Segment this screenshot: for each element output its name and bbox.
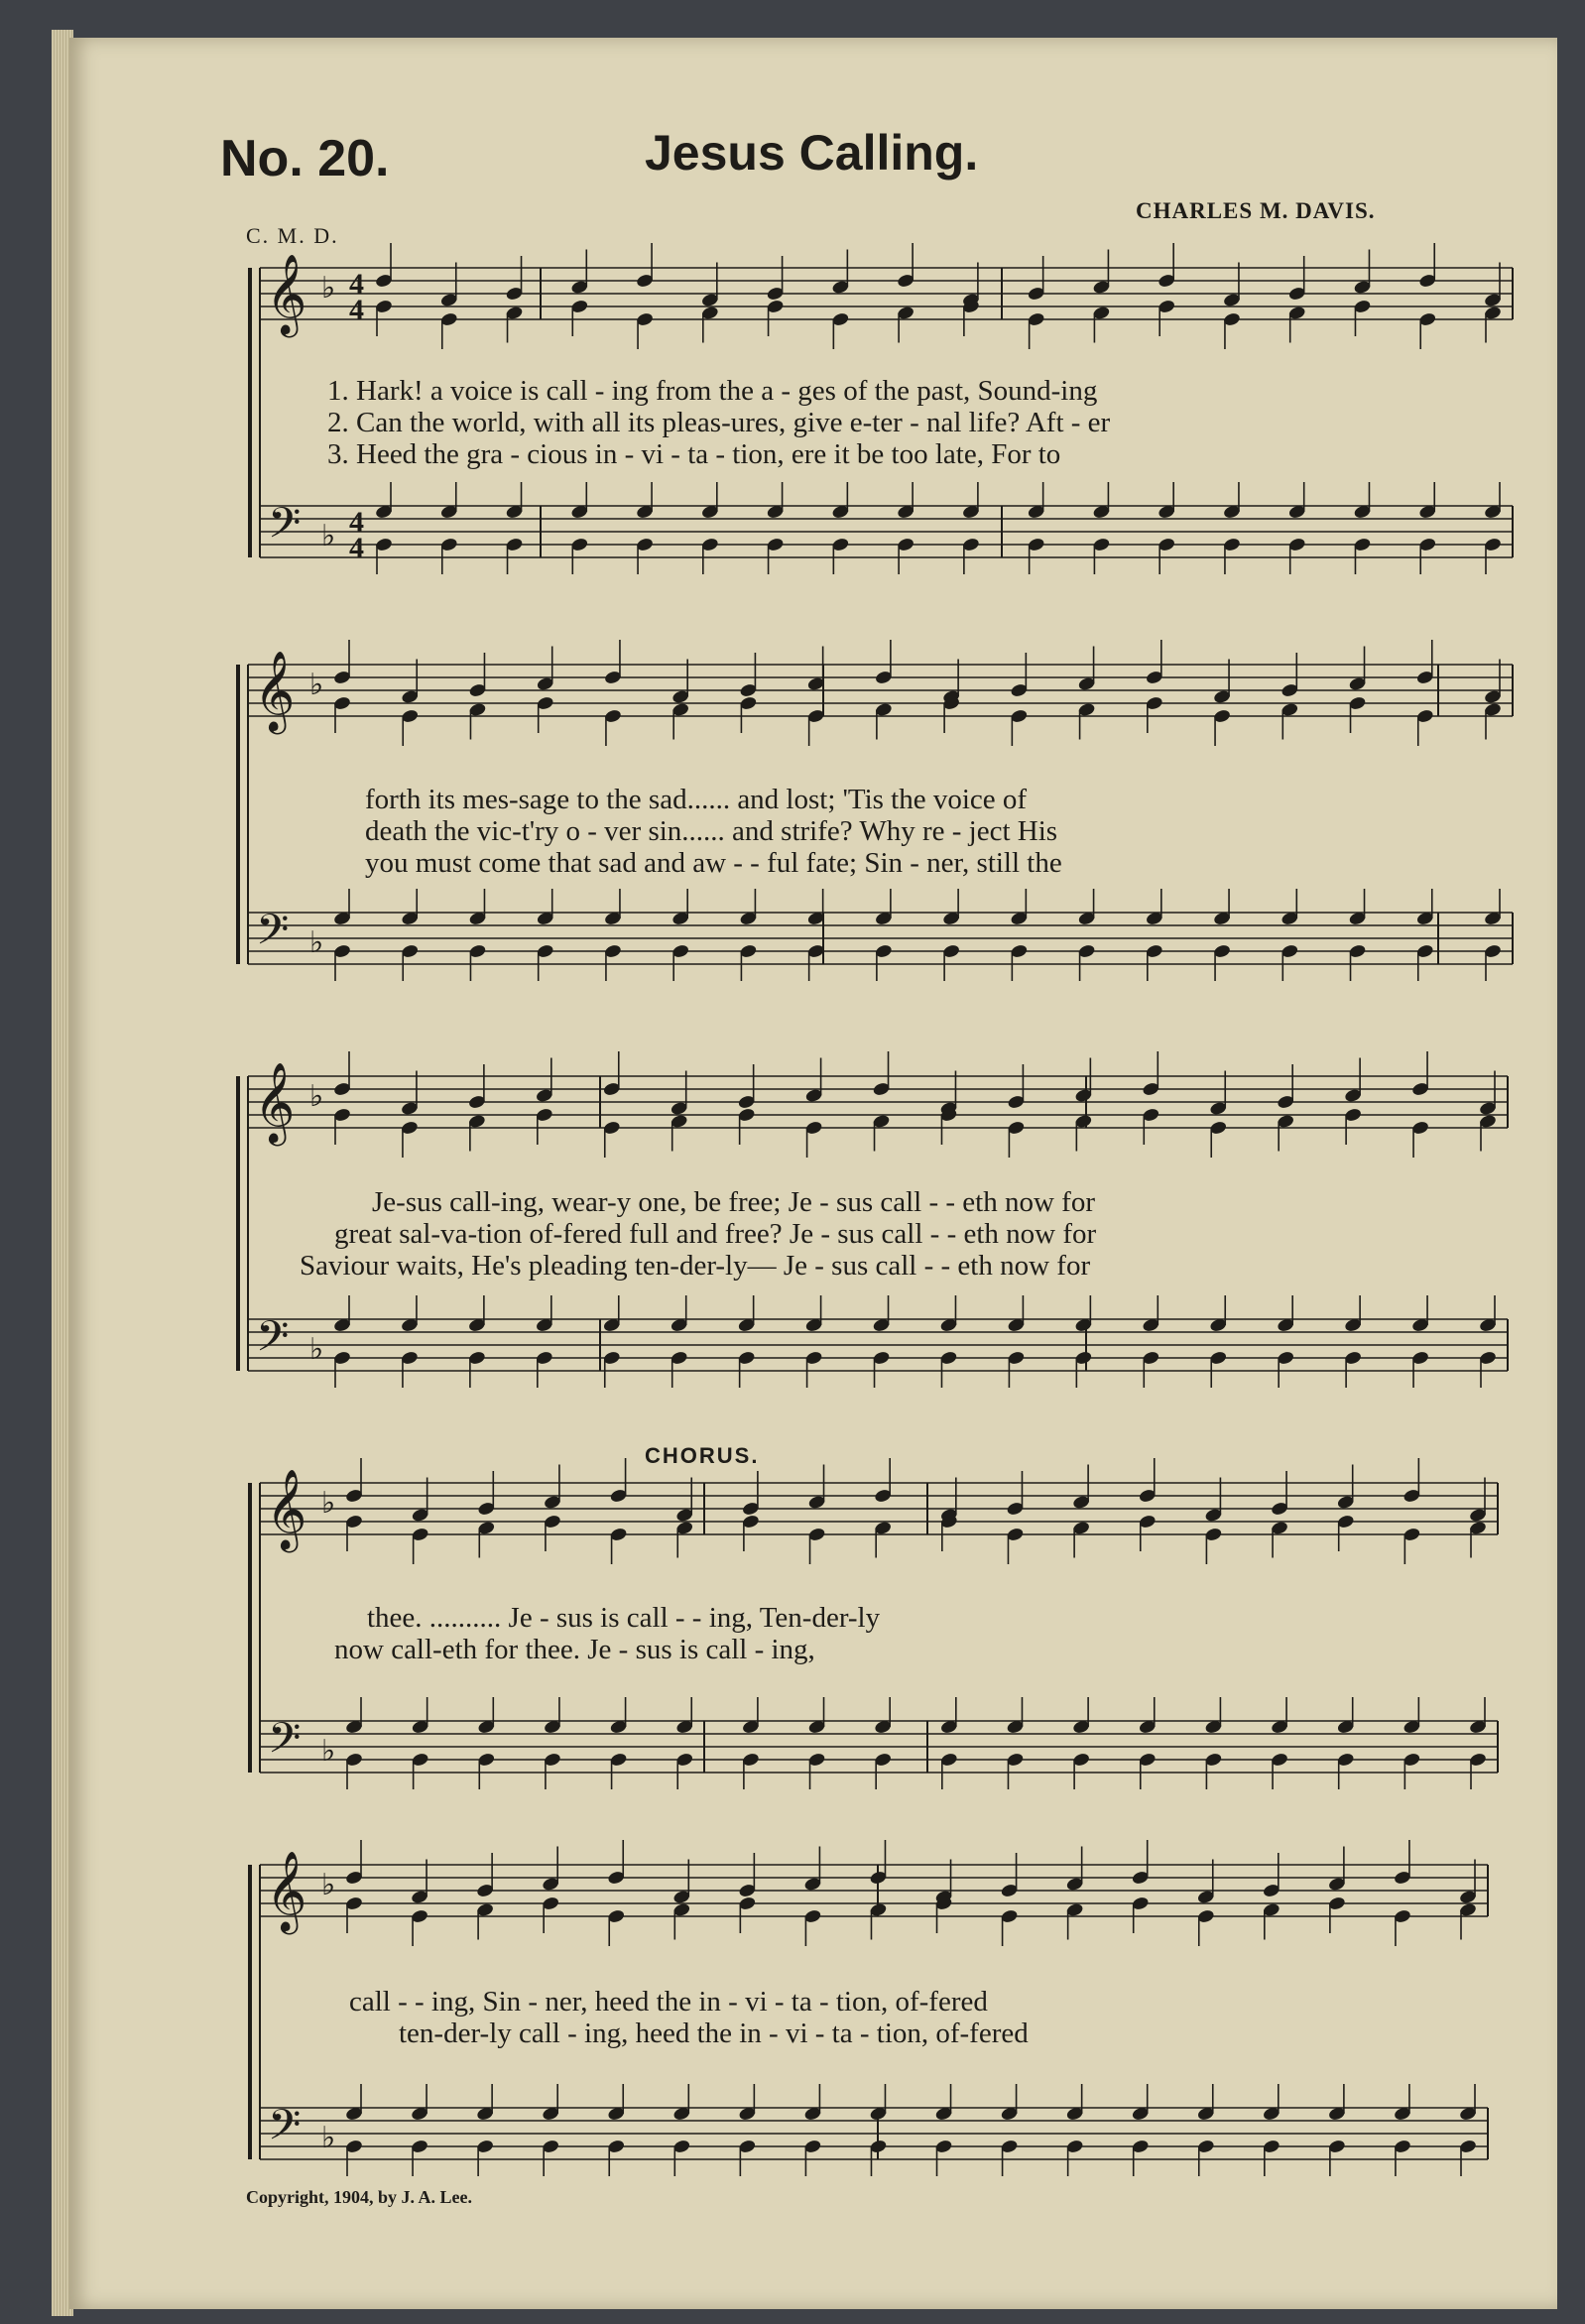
lyric-line: 2. Can the world, with all its pleas-ures, give e-ter - nal life? Aft - er <box>327 407 1111 438</box>
lyric-line: call - - ing, Sin - ner, heed the in - vi - ta - tion, of-fered <box>349 1986 988 2018</box>
bass-clef-icon: 𝄢 <box>268 1714 302 1774</box>
meter-label: C. M. D. <box>246 223 339 248</box>
lyric-line: Je-sus call-ing, wear-y one, be free; Je - sus call - - eth now for <box>372 1186 1095 1218</box>
flat-icon: ♭ <box>321 1486 336 1521</box>
bass-clef-icon: 𝄢 <box>256 1312 290 1372</box>
flat-icon: ♭ <box>321 2121 336 2155</box>
treble-clef-icon: 𝄞 <box>266 1850 307 1931</box>
lyric-line: 1. Hark! a voice is call - ing from the a - ges of the past, Sound-ing <box>327 375 1098 407</box>
flat-icon: ♭ <box>309 925 324 960</box>
composer-credit: CHARLES M. DAVIS. <box>1136 198 1376 223</box>
lyric-line: now call-eth for thee. Je - sus is call - ing, <box>334 1634 815 1665</box>
lyric-line: forth its mes-sage to the sad...... and lost; 'Tis the voice of <box>365 784 1028 815</box>
bass-clef-icon: 𝄢 <box>256 906 290 965</box>
hymn-number: No. 20. <box>220 130 390 187</box>
treble-clef-icon: 𝄞 <box>266 253 307 334</box>
time-signature: 4 <box>349 294 364 326</box>
treble-staff <box>260 268 1513 319</box>
flat-icon: ♭ <box>309 668 324 702</box>
flat-icon: ♭ <box>321 1734 336 1769</box>
lyric-line: ten-der-ly call - ing, heed the in - vi - ta - tion, of-fered <box>399 2018 1029 2049</box>
lyric-line: death the vic-t'ry o - ver sin...... and strife? Why re - ject His <box>365 815 1058 847</box>
time-signature: 4 <box>349 506 364 539</box>
flat-icon: ♭ <box>321 1868 336 1902</box>
treble-clef-icon: 𝄞 <box>266 1468 307 1549</box>
lyric-line: thee. .......... Je - sus is call - - ing, Ten-der-ly <box>367 1602 881 1634</box>
bass-clef-icon: 𝄢 <box>268 2101 302 2160</box>
system-brace <box>248 268 252 557</box>
bass-clef-icon: 𝄢 <box>268 499 302 558</box>
system-brace <box>236 665 240 964</box>
lyric-line: great sal-va-tion of-fered full and free? Je - sus call - - eth now for <box>334 1218 1097 1250</box>
flat-icon: ♭ <box>321 271 336 306</box>
lyric-line: Saviour waits, He's pleading ten-der-ly— Je - sus call - - eth now for <box>300 1250 1091 1282</box>
chorus-label: CHORUS. <box>645 1443 760 1468</box>
flat-icon: ♭ <box>321 519 336 553</box>
system-brace <box>248 1865 252 2159</box>
system-brace <box>236 1076 240 1371</box>
treble-clef-icon: 𝄞 <box>254 1061 296 1143</box>
flat-icon: ♭ <box>309 1079 324 1114</box>
hymn-title: Jesus Calling. <box>645 125 979 181</box>
system-brace <box>248 1483 252 1773</box>
lyric-line: you must come that sad and aw - - ful fate; Sin - ner, still the <box>365 847 1062 879</box>
time-signature: 4 <box>349 532 364 564</box>
copyright-notice: Copyright, 1904, by J. A. Lee. <box>246 2187 473 2207</box>
time-signature: 4 <box>349 268 364 301</box>
treble-clef-icon: 𝄞 <box>254 650 296 731</box>
flat-icon: ♭ <box>309 1332 324 1367</box>
lyric-line: 3. Heed the gra - cious in - vi - ta - tion, ere it be too late, For to <box>327 438 1061 470</box>
